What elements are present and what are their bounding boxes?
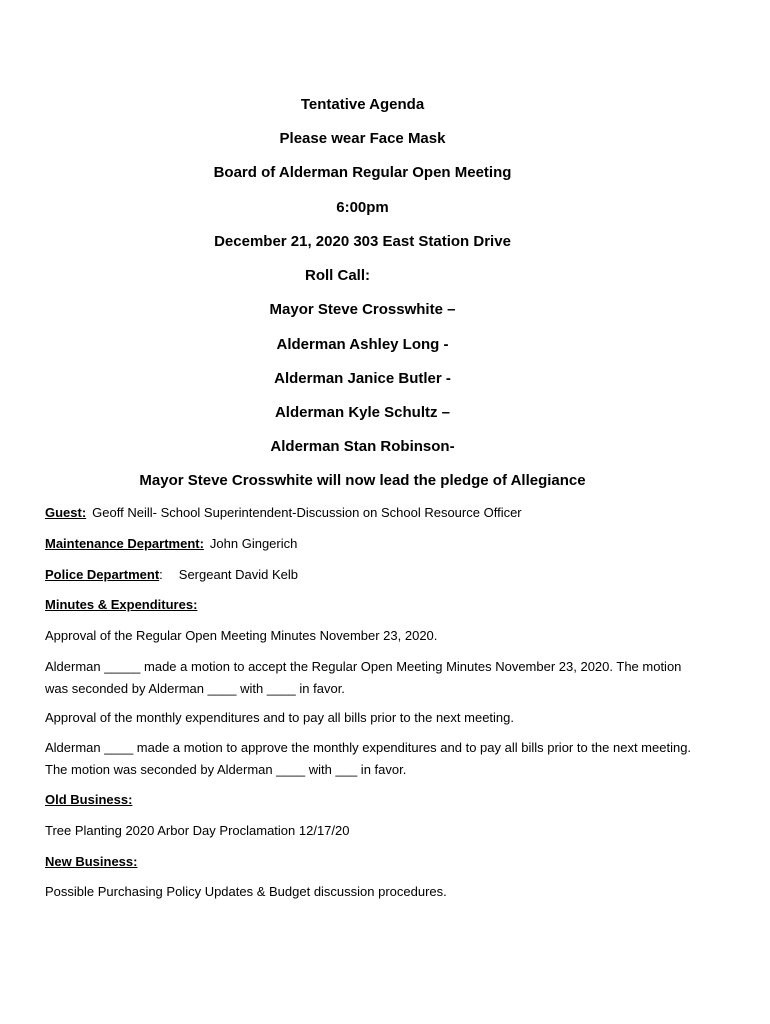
roll-call-label: Roll Call: [304,267,370,284]
new-business-heading [45,851,725,873]
approval-minutes-line: Approval of the Regular Open Meeting Minutes November 23, 2020. [45,628,438,643]
police-line [45,564,725,586]
motion-expenditures-paragraph: Alderman ____ made a motion to approve the monthly expenditures and to pay all bills prior to the next meeting. The motion was seconded by Alderman ____ with ___ in favor. [45,740,692,777]
minutes-heading [45,594,725,616]
new-business-label: New Business: [45,854,138,869]
agenda-title: Tentative Agenda [300,96,425,113]
minutes-label: Minutes & Expenditures: [45,597,198,612]
roll-call-item: Alderman Kyle Schultz – [274,404,451,421]
maintenance-text: John Gingerich [209,536,298,551]
roll-call-item: Alderman Ashley Long - [276,336,449,353]
face-mask-notice: Please wear Face Mask [279,130,446,147]
maintenance-line [45,533,725,555]
guest-label: Guest: [45,505,87,520]
new-business-item: Possible Purchasing Policy Updates & Budget discussion procedures. [45,884,447,899]
approval-expenditures-line: Approval of the monthly expenditures and to pay all bills prior to the next meeting. [45,710,514,725]
meeting-name: Board of Alderman Regular Open Meeting [213,164,512,181]
police-text: Sergeant David Kelb [178,567,299,582]
guest-line [45,502,725,524]
maintenance-label: Maintenance Department: [45,536,204,551]
meeting-date-location: December 21, 2020 303 East Station Drive [214,233,511,250]
guest-text: Geoff Neill- School Superintendent-Discussion on School Resource Officer [92,505,522,520]
meeting-time: 6:00pm [336,199,389,216]
police-colon: : [159,567,163,582]
motion-minutes-paragraph: Alderman _____ made a motion to accept the Regular Open Meeting Minutes November 23, 2020. The motion was seconded by Alderman ____ with ____ in favor. [45,659,682,696]
roll-call-item: Alderman Janice Butler - [274,370,451,387]
police-label: Police Department [45,567,160,582]
roll-call-item: Alderman Stan Robinson- [270,438,455,455]
old-business-heading [45,789,725,811]
pledge-line: Mayor Steve Crosswhite will now lead the pledge of Allegiance [139,472,586,489]
old-business-item: Tree Planting 2020 Arbor Day Proclamation 12/17/20 [45,823,350,838]
roll-call-item: Mayor Steve Crosswhite – [269,301,456,318]
old-business-label: Old Business: [45,792,133,807]
